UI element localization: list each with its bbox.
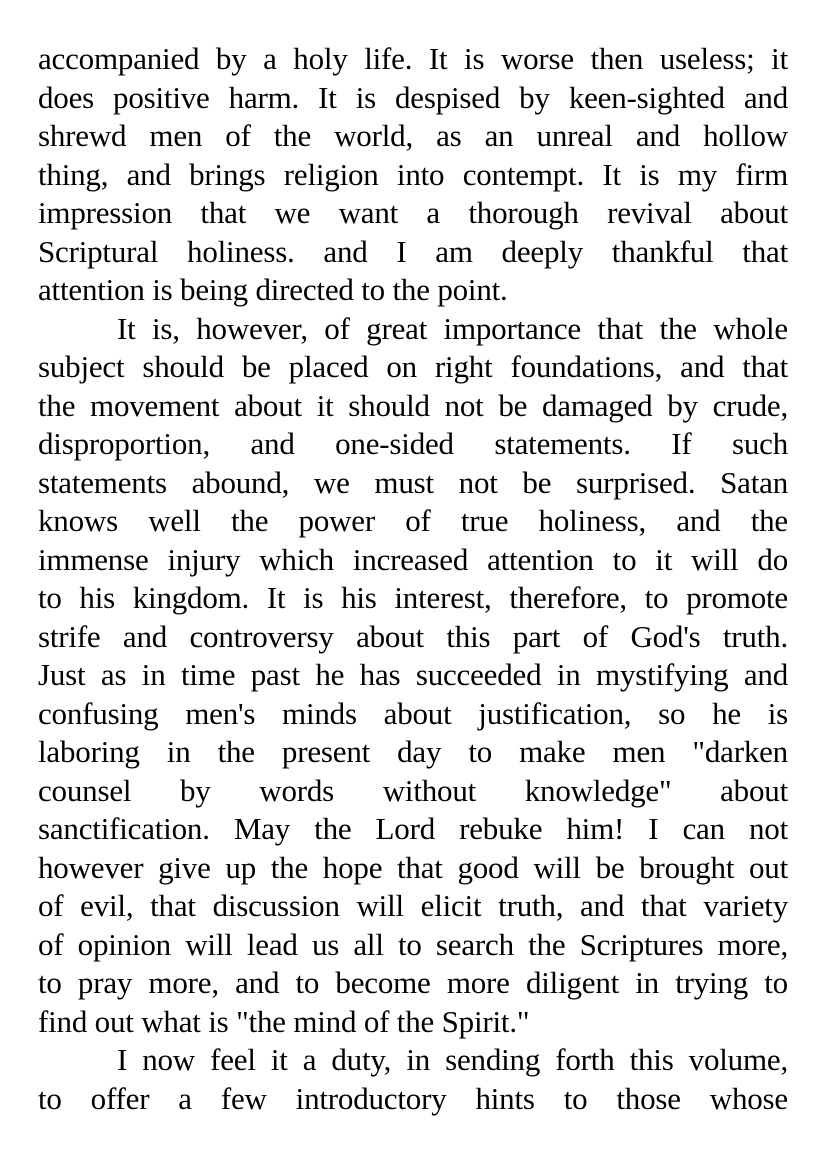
- text-line: of opinion will lead us all to search the Scriptures more,: [38, 926, 788, 962]
- text-line: shrewd men of the world, as an unreal and hollow: [38, 118, 788, 153]
- text-line: disproportion, and one-sided statements. If such: [38, 426, 788, 461]
- paragraph-2: [38, 310, 788, 1042]
- text-line: sanctification. May the Lord rebuke him! I can not: [38, 811, 788, 846]
- text-line: to pray more, and to become more diligent in trying to: [38, 965, 788, 1000]
- text-line: accompanied by a holy life. It is worse then useless; it: [38, 41, 788, 76]
- text-line: of evil, that discussion will elicit truth, and that variety: [38, 888, 788, 923]
- text-line: knows well the power of true holiness, and the: [38, 503, 788, 538]
- text-line: It is, however, of great importance that the whole: [117, 310, 788, 346]
- text-line: subject should be placed on right foundations, and that: [38, 349, 788, 384]
- text-line: to offer a few introductory hints to those whose: [38, 1080, 788, 1116]
- text-line: strife and controversy about this part of God's truth.: [38, 618, 788, 654]
- text-line: the movement about it should not be damaged by crude,: [38, 387, 788, 423]
- text-line: thing, and brings religion into contempt. It is my firm: [38, 156, 788, 192]
- text-line: confusing men's minds about justification, so he is: [38, 695, 788, 731]
- text-line: counsel by words without knowledge" about: [38, 772, 788, 808]
- text-line: does positive harm. It is despised by keen-sighted and: [38, 79, 788, 115]
- text-line: to his kingdom. It is his interest, therefore, to promote: [38, 580, 788, 615]
- paragraph-3: [38, 1041, 788, 1118]
- text-line: however give up the hope that good will be brought out: [38, 849, 788, 885]
- text-line: I now feel it a duty, in sending forth this volume,: [117, 1042, 788, 1077]
- paragraph-1: [38, 40, 788, 310]
- text-line: attention is being directed to the point.: [38, 272, 508, 307]
- text-line: Just as in time past he has succeeded in mystifying and: [38, 657, 788, 692]
- text-line: laboring in the present day to make men "darken: [38, 734, 788, 769]
- text-line: impression that we want a thorough revival about: [38, 195, 788, 230]
- text-line: statements abound, we must not be surprised. Satan: [38, 464, 788, 500]
- text-line: immense injury which increased attention to it will do: [38, 541, 788, 577]
- document-page: [38, 40, 788, 1118]
- text-line: Scriptural holiness. and I am deeply thankful that: [38, 233, 788, 269]
- text-line: find out what is "the mind of the Spirit.": [38, 1003, 530, 1039]
